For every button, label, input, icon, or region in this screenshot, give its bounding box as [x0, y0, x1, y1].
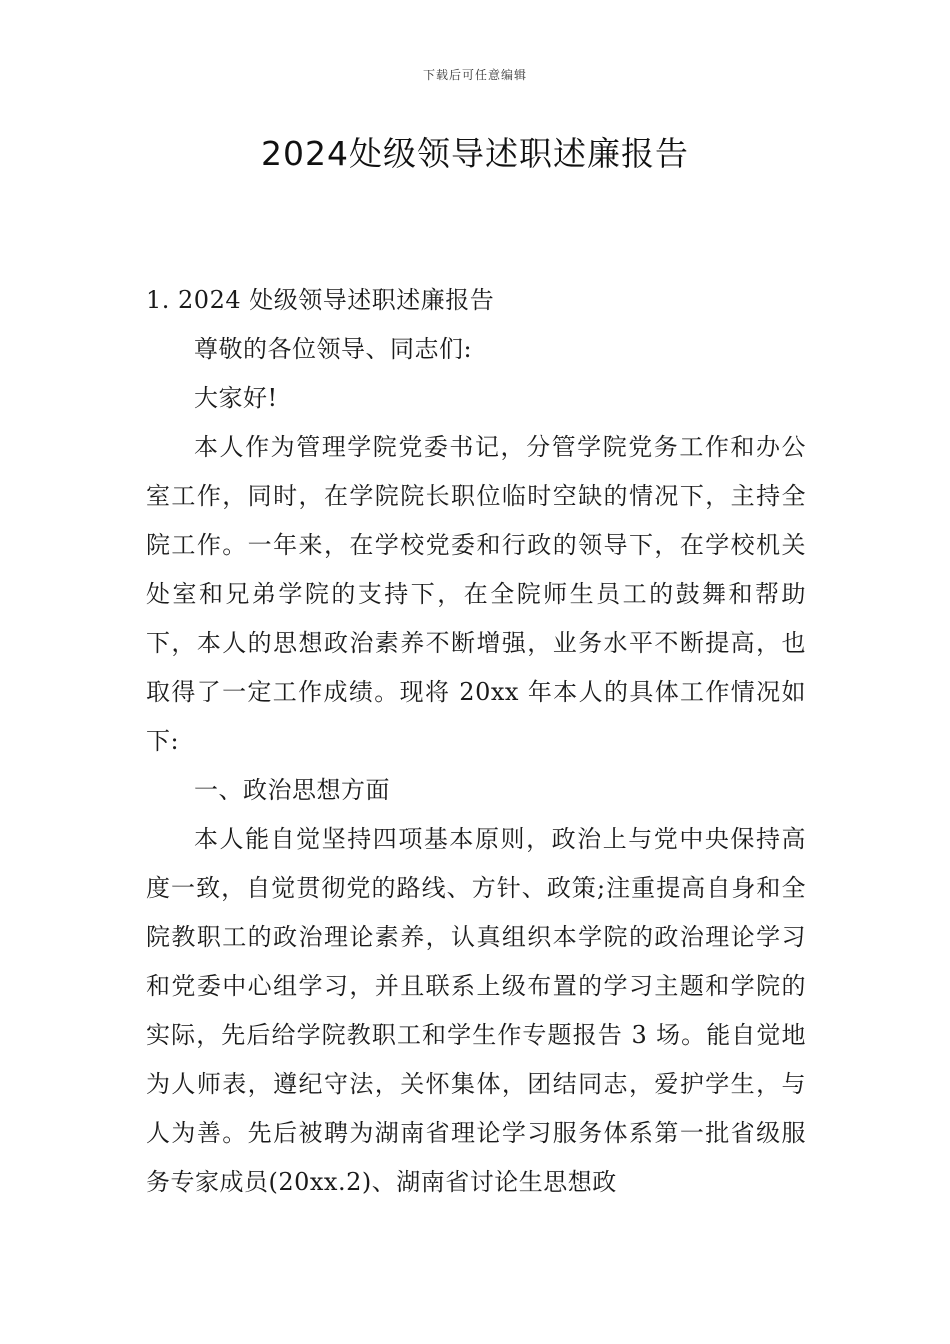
paragraph-intro: 本人作为管理学院党委书记，分管学院党务工作和办公室工作，同时，在学院院长职位临时空缺的情况下，主持全院工作。一年来，在学校党委和行政的领导下，在学校机关处室和兄弟学院的支持下，在全院师生员工的鼓舞和帮助下，本人的思想政治素养不断增强，业务水平不断提高，也取得了一定工作成绩。现将 20xx 年本人的具体工作情况如下: — [146, 433, 806, 755]
document-body — [146, 276, 806, 1207]
heading-political-thought: 一、政治思想方面 — [194, 776, 390, 804]
section-title: 1. 2024 处级领导述职述廉报告 — [146, 286, 495, 314]
greeting: 大家好! — [194, 384, 278, 412]
salutation: 尊敬的各位领导、同志们: — [194, 335, 473, 363]
document-title: 2024处级领导述职述廉报告 — [261, 134, 689, 173]
paragraph-politics: 本人能自觉坚持四项基本原则，政治上与党中央保持高度一致，自觉贯彻党的路线、方针、政策;注重提高自身和全院教职工的政治理论素养，认真组织本学院的政治理论学习和党委中心组学习，并且联系上级布置的学习主题和学院的实际，先后给学院教职工和学生作专题报告 3 场。能自觉地为人师表，遵纪守法，关怀集体，团结同志，爱护学生，与人为善。先后被聘为湖南省理论学习服务体系第一批省级服务专家成员(20xx.2)、湖南省讨论生思想政 — [146, 825, 806, 1196]
header-note: 下载后可任意编辑 — [422, 68, 527, 82]
